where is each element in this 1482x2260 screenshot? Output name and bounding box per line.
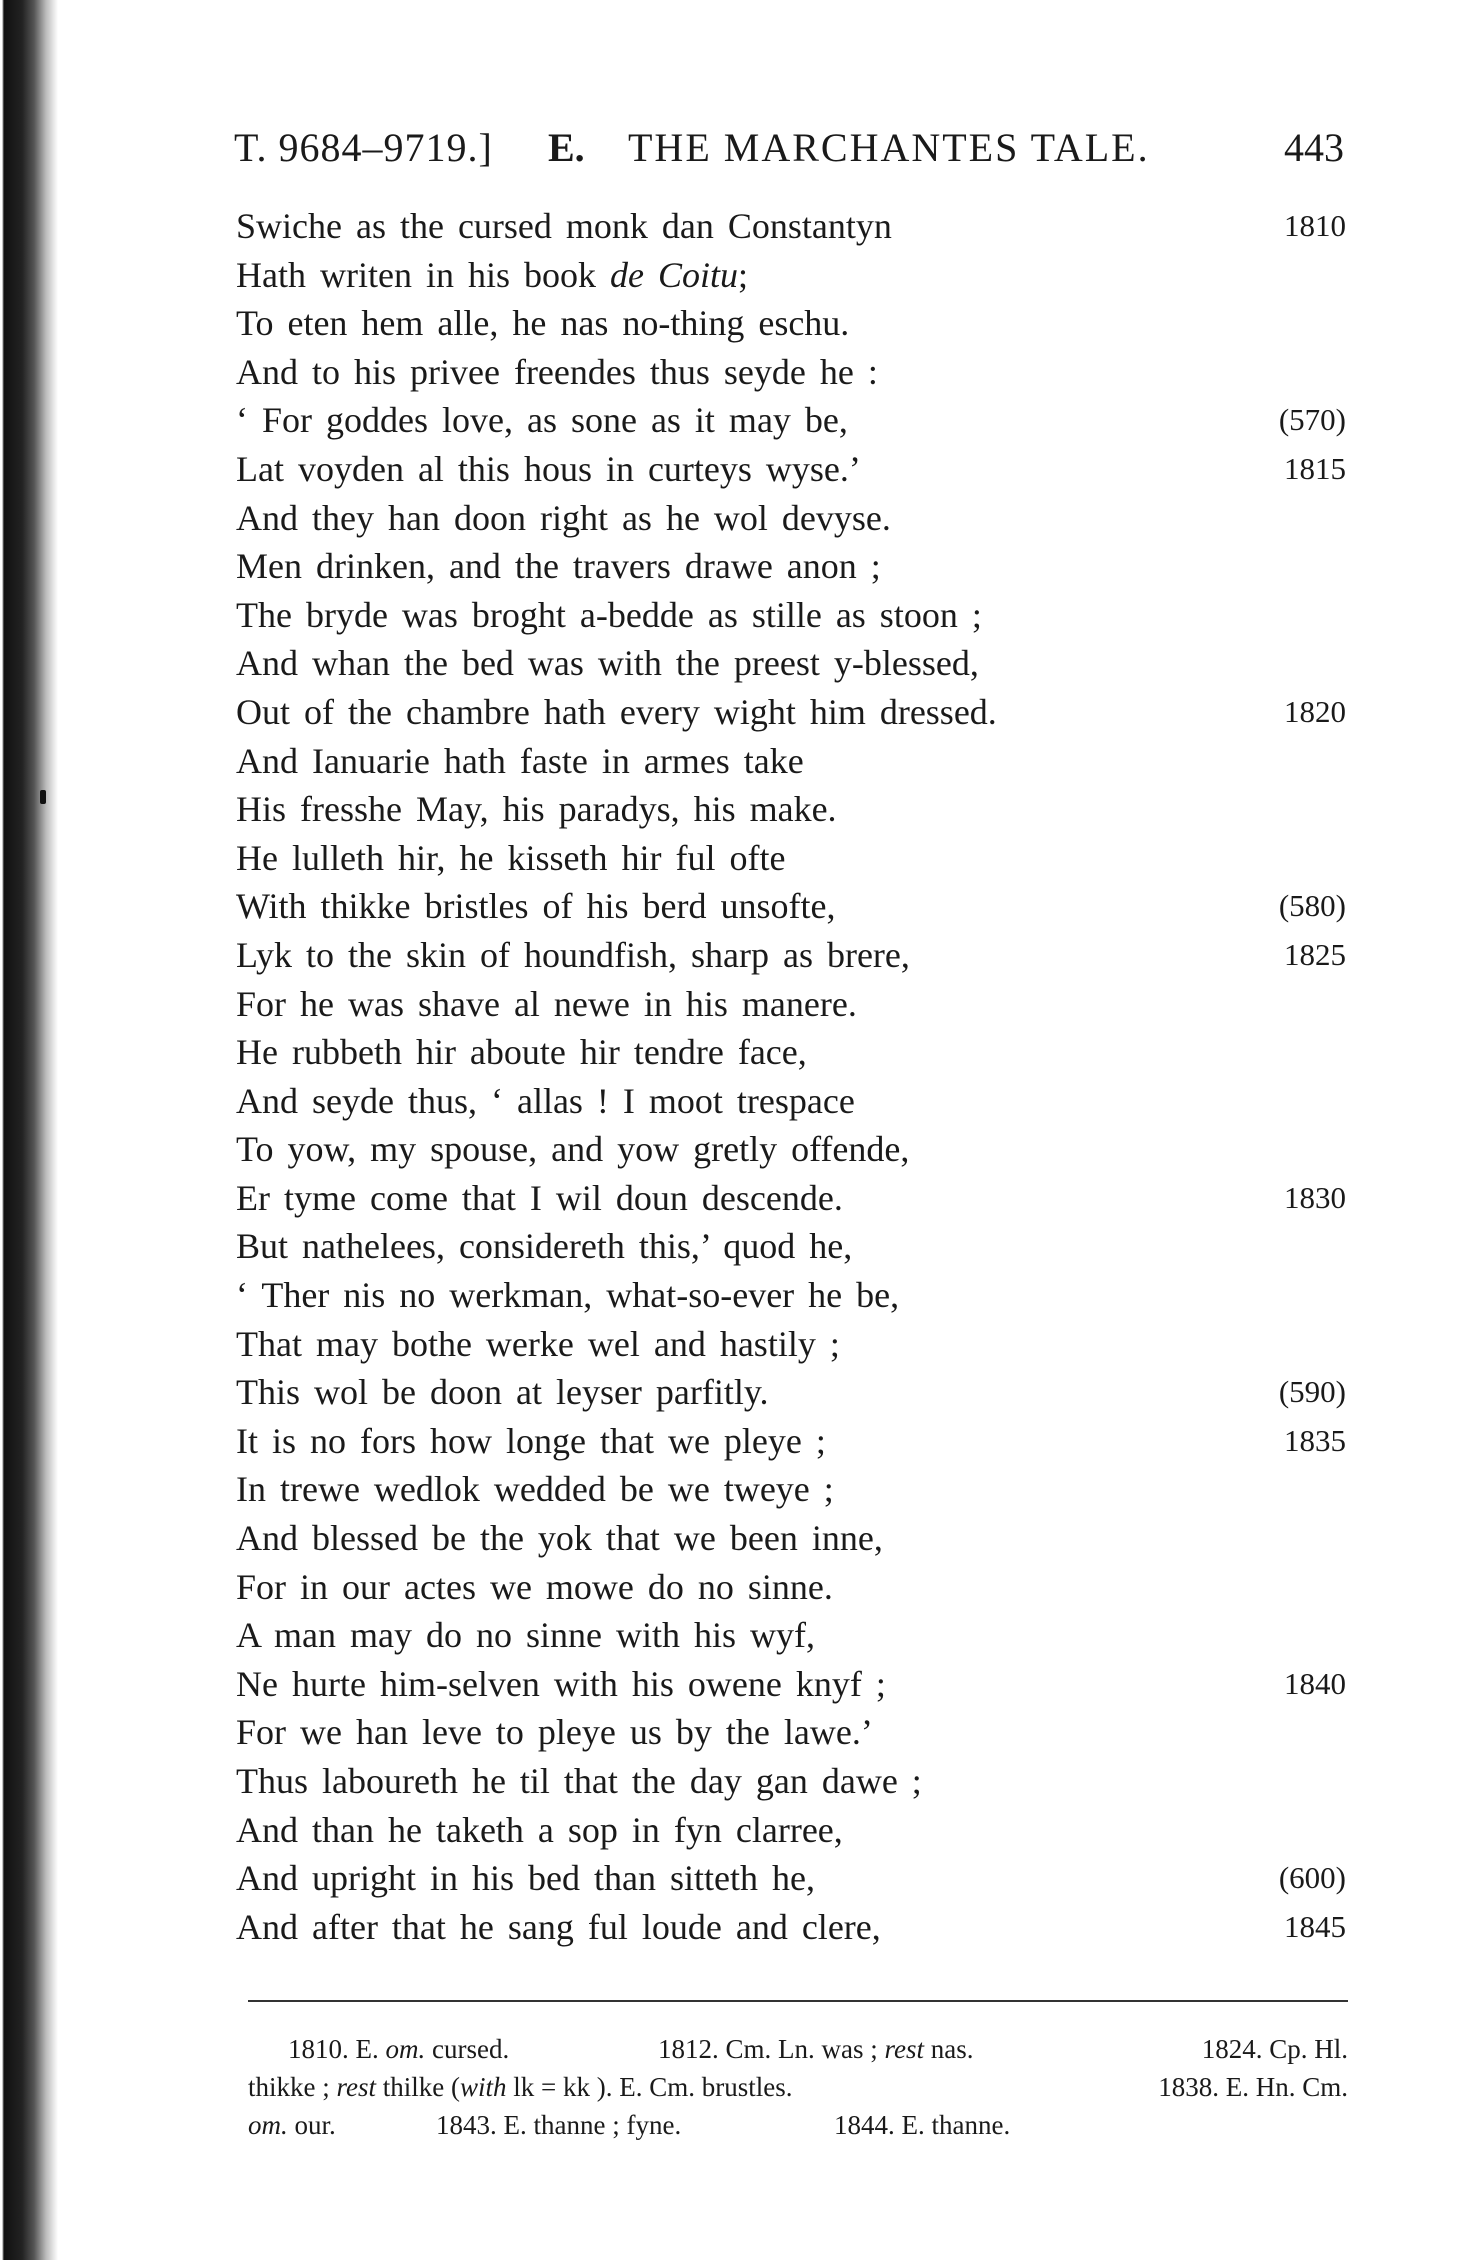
poem-line-text: The bryde was broght a-bedde as stille as stoon ; [236, 594, 982, 635]
poem-line [236, 445, 1346, 494]
poem-line [236, 931, 1346, 980]
footnote-1844: 1844. E. thanne. [834, 2110, 1011, 2140]
poem-line-text: He lulleth hir, he kisseth hir ful ofte [236, 837, 786, 878]
line-number: (590) [1278, 1374, 1346, 1410]
header-title: THE MARCHANTES TALE. [628, 125, 1150, 170]
poem-line-text: Lyk to the skin of houndfish, sharp as brere, [236, 934, 910, 975]
poem-line-text: Swiche as the cursed monk dan Constantyn [236, 206, 892, 246]
poem-line [236, 1465, 1346, 1514]
footnote-1838: 1838. E. Hn. Cm. [1158, 2072, 1348, 2102]
poem-line [236, 1417, 1346, 1466]
poem-line-text: And than he taketh a sop in fyn clarree, [236, 1809, 843, 1850]
poem-line [236, 980, 1346, 1029]
poem-line [236, 1611, 1346, 1660]
poem-line [236, 202, 1346, 251]
poem-line [236, 299, 1346, 348]
poem-line-text: Er tyme come that I wil doun descende. [236, 1177, 843, 1218]
footnote-line-2 [248, 2068, 1348, 2106]
poem-line-text: This wol be doon at leyser parfitly. [236, 1372, 769, 1413]
poem-line-text: To eten hem alle, he nas no-thing eschu. [236, 303, 850, 344]
footnote-line-3 [248, 2106, 1348, 2144]
poem-line [236, 1222, 1346, 1271]
poem-line [236, 1806, 1346, 1855]
poem-line [236, 1708, 1346, 1757]
book-spine-shadow [0, 0, 58, 2260]
line-number: 1840 [1284, 1665, 1346, 1701]
poem-line [236, 834, 1346, 883]
footnote-1812: 1812. Cm. Ln. was ; rest nas. [658, 2034, 974, 2064]
poem-line-text: And whan the bed was with the preest y-blessed, [236, 643, 979, 684]
line-number: (570) [1278, 402, 1346, 438]
page-number: 443 [1284, 125, 1344, 170]
poem-line [236, 591, 1346, 640]
line-number: 1810 [1284, 208, 1346, 243]
poem-line-text: And they han doon right as he wol devyse. [236, 497, 891, 538]
footnote-1843: 1843. E. thanne ; fyne. [436, 2110, 682, 2140]
poem-line-text: For he was shave al newe in his manere. [236, 983, 857, 1024]
poem-line-text: With thikke bristles of his berd unsofte, [236, 886, 836, 927]
poem-line [236, 1174, 1346, 1223]
poem-line [236, 1854, 1346, 1903]
line-number: 1820 [1284, 693, 1346, 729]
footnote-rule [248, 2000, 1348, 2002]
poem-line-text: But nathelees, considereth this,’ quod he, [236, 1226, 853, 1267]
footnote-1810: 1810. E. om. cursed. [288, 2034, 510, 2064]
poem-line-text: And after that he sang ful loude and clere, [236, 1906, 881, 1947]
poem-line-text: And Ianuarie hath faste in armes take [236, 740, 804, 781]
poem-line-text: It is no fors how longe that we pleye ; [236, 1420, 826, 1461]
poem-line [236, 882, 1346, 931]
line-number: 1825 [1284, 936, 1346, 972]
poem-line [236, 1028, 1346, 1077]
poem-lines [236, 202, 1346, 1951]
poem-line [236, 396, 1346, 445]
poem-line-text: Men drinken, and the travers drawe anon ; [236, 546, 881, 587]
poem-line-text: For we han leve to pleye us by the lawe.’ [236, 1712, 873, 1753]
poem-line [236, 1077, 1346, 1126]
poem-line-text: He rubbeth hir aboute hir tendre face, [236, 1032, 807, 1073]
running-header [234, 118, 1344, 178]
poem-line [236, 639, 1346, 688]
line-number: (600) [1278, 1860, 1346, 1896]
footnote-1824-cont: thikke ; rest thilke (with lk = kk ). E. Cm. brustles. [248, 2072, 793, 2102]
poem-line [236, 1660, 1346, 1709]
header-line-range: T. 9684–9719.] [234, 125, 493, 170]
poem-line [236, 1757, 1346, 1806]
poem-line-text: ‘ For goddes love, as sone as it may be, [236, 400, 848, 441]
footnote-1838-cont: om. our. [248, 2110, 336, 2140]
poem-line [236, 1514, 1346, 1563]
poem-line-text: To yow, my spouse, and yow gretly offende, [236, 1129, 910, 1170]
poem-line [236, 1125, 1346, 1174]
poem-line [236, 494, 1346, 543]
poem-line-text: Out of the chambre hath every wight him dressed. [236, 691, 997, 732]
poem-line-text: That may bothe werke wel and hastily ; [236, 1323, 840, 1364]
header-sigil: E. [548, 125, 585, 170]
poem-line [236, 785, 1346, 834]
poem-line-text: Ne hurte him-selven with his owene knyf ; [236, 1663, 886, 1704]
poem-line [236, 737, 1346, 786]
poem-line-text: For in our actes we mowe do no sinne. [236, 1566, 833, 1607]
poem-line [236, 1320, 1346, 1369]
footnotes [248, 2030, 1348, 2144]
poem-line [236, 251, 1346, 300]
poem-line [236, 1563, 1346, 1612]
poem-line [236, 348, 1346, 397]
line-number: 1830 [1284, 1179, 1346, 1215]
poem-line-text: Thus laboureth he til that the day gan dawe ; [236, 1761, 922, 1801]
line-number: 1815 [1284, 450, 1346, 486]
footnote-1824: 1824. Cp. Hl. [1201, 2034, 1348, 2064]
poem-line-text: In trewe wedlok wedded be we tweye ; [236, 1469, 834, 1510]
poem-line-text: Lat voyden al this hous in curteys wyse.’ [236, 448, 861, 489]
poem-line-text: And upright in his bed than sitteth he, [236, 1858, 815, 1899]
poem-line [236, 688, 1346, 737]
poem-line-text: And to his privee freendes thus seyde he : [236, 351, 878, 392]
footnote-line-1 [248, 2030, 1348, 2068]
poem-line-text: And blessed be the yok that we been inne, [236, 1518, 883, 1559]
poem-line-text: ‘ Ther nis no werkman, what-so-ever he be, [236, 1275, 900, 1316]
poem-line [236, 1368, 1346, 1417]
poem-line-text: Hath writen in his book de Coitu; [236, 254, 748, 295]
poem-line [236, 1271, 1346, 1320]
line-number: 1835 [1284, 1422, 1346, 1458]
line-number: (580) [1278, 888, 1346, 924]
poem-line-text: A man may do no sinne with his wyf, [236, 1615, 815, 1656]
poem-line-text: And seyde thus, ‘ allas ! I moot trespace [236, 1080, 855, 1121]
poem-line [236, 1903, 1346, 1952]
poem-line-text: His fresshe May, his paradys, his make. [236, 789, 837, 830]
spine-mark [40, 790, 46, 804]
line-number: 1845 [1284, 1908, 1346, 1944]
poem-line [236, 542, 1346, 591]
